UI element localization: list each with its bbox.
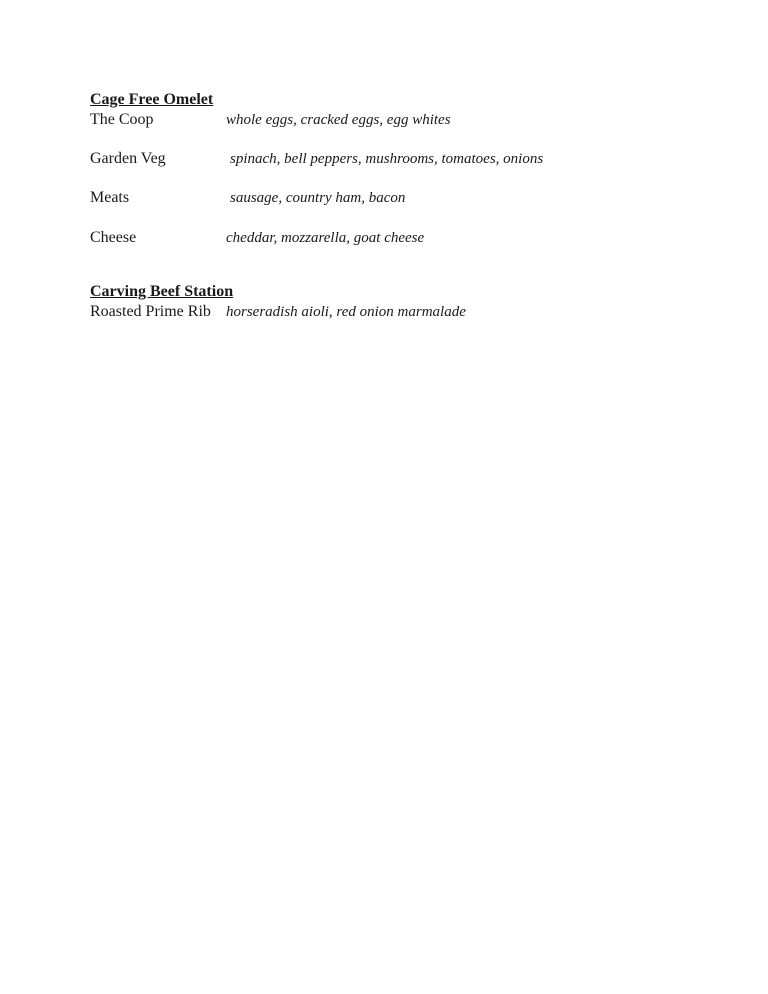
item-description: horseradish aioli, red onion marmalade	[226, 304, 466, 320]
section-title: Carving Beef Station	[90, 283, 234, 300]
menu-item-roasted-prime-rib	[90, 302, 690, 322]
item-description: spinach, bell peppers, mushrooms, tomatoes, onions	[230, 151, 544, 167]
item-name: Garden Veg	[90, 150, 166, 167]
item-description: cheddar, mozzarella, goat cheese	[226, 230, 425, 246]
item-description: whole eggs, cracked eggs, egg whites	[226, 112, 451, 128]
section-carving-beef-station	[90, 282, 690, 322]
item-description: sausage, country ham, bacon	[230, 190, 406, 206]
item-name: Meats	[90, 189, 130, 206]
item-name: The Coop	[90, 111, 154, 128]
section-title: Cage Free Omelet	[90, 91, 214, 108]
menu-item-meats	[90, 188, 690, 208]
item-name: Roasted Prime Rib	[90, 303, 211, 320]
item-name: Cheese	[90, 229, 137, 246]
menu-item-garden-veg	[90, 149, 690, 169]
menu-item-cheese	[90, 228, 690, 248]
section-cage-free-omelet	[90, 90, 690, 248]
menu-item-the-coop	[90, 110, 690, 130]
